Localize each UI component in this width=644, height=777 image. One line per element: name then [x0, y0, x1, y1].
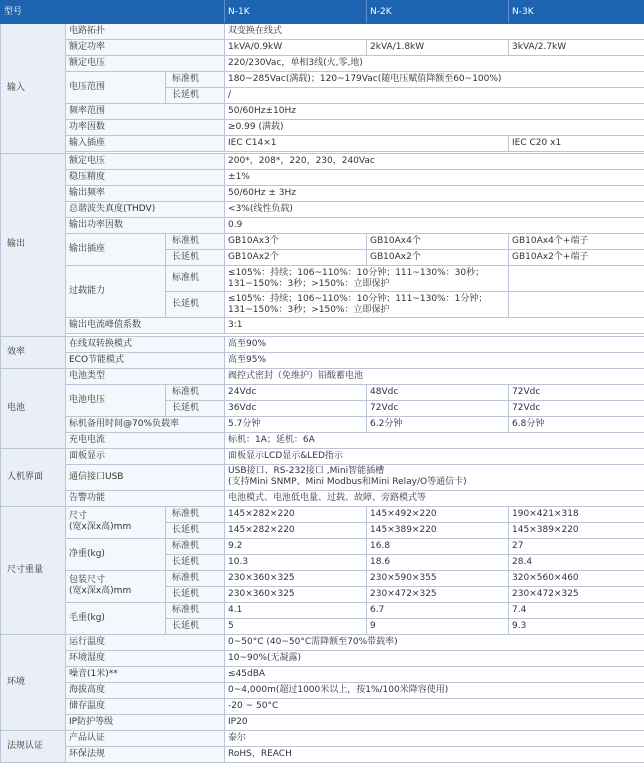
row-label: [66, 506, 166, 538]
cell-value: 36Vdc: [225, 400, 367, 416]
row-label: 输出插座: [66, 234, 166, 266]
row-label: 通信接口USB: [66, 464, 225, 490]
cell-value: 50/60Hz ± 3Hz: [225, 186, 644, 202]
table-header-row: [1, 1, 644, 24]
cell-value: 9: [367, 618, 509, 634]
table-row: [1, 352, 644, 368]
table-row: [1, 368, 644, 384]
dim-label-1: 尺寸: [69, 511, 88, 521]
cell-value: 72Vdc: [367, 400, 509, 416]
table-row: [1, 698, 644, 714]
sub-label-standard: 标准机: [166, 506, 225, 522]
table-row: [1, 570, 644, 586]
cell-value: ≤45dBA: [225, 666, 644, 682]
cell-value: 1kVA/0.9kW: [225, 40, 367, 56]
row-label: 毛重(kg): [66, 602, 166, 634]
cell-value: 5: [225, 618, 367, 634]
sub-label-standard: 标准机: [166, 538, 225, 554]
cell-value: IEC C14×1: [225, 136, 509, 152]
row-label: 环境湿度: [66, 650, 225, 666]
cell-value: 220/230Vac，单相3线(火,零,地): [225, 56, 644, 72]
table-row: [1, 120, 644, 136]
table-row: [1, 336, 644, 352]
row-label: 输出电流峰值系数: [66, 318, 225, 334]
category-size: 尺寸重量: [1, 506, 66, 634]
cell-value: 6.8分钟: [509, 416, 644, 432]
cell-value: 28.4: [509, 554, 644, 570]
cell-value: 0~4,000m(超过1000米以上，按1%/100米降容使用): [225, 682, 644, 698]
cell-value: GB10Ax4个: [367, 234, 509, 250]
row-label: 噪音(1米)**: [66, 666, 225, 682]
sub-label-long: 长延机: [166, 586, 225, 602]
row-label: 产品认证: [66, 730, 225, 746]
table-row: [1, 104, 644, 120]
cell-value: 145×492×220: [367, 506, 509, 522]
cell-value: 200*，208*，220，230，240Vac: [225, 154, 644, 170]
cell-value: 10.3: [225, 554, 367, 570]
table-row: [1, 384, 644, 400]
row-label: 在线双转换模式: [66, 336, 225, 352]
category-input: 输入: [1, 24, 66, 154]
category-output: 输出: [1, 154, 66, 337]
row-label: ECO节能模式: [66, 352, 225, 368]
table-row: [1, 490, 644, 506]
cell-value: 230×472×325: [509, 586, 644, 602]
cell-value: 2kVA/1.8kW: [367, 40, 509, 56]
sub-label-long: 长延机: [166, 554, 225, 570]
sub-label-long: 长延机: [166, 522, 225, 538]
row-label: 稳压精度: [66, 170, 225, 186]
row-label: 总谐波失真度(THDV): [66, 202, 225, 218]
table-row: [1, 464, 644, 490]
pkg-label-2: (宽x深x高)mm: [69, 586, 132, 596]
cell-value: 3kVA/2.7kW: [509, 40, 644, 56]
table-row: [1, 432, 644, 448]
cell-value: /: [225, 88, 644, 104]
cell-value: 230×360×325: [225, 586, 367, 602]
cell-value: 0~50°C (40~50°C需降额至70%带载率): [225, 634, 644, 650]
cell-value: GB10Ax2个: [367, 250, 509, 266]
cell-empty: [509, 292, 644, 318]
cell-value: 0.9: [225, 218, 644, 234]
row-label: 过载能力: [66, 266, 166, 318]
row-label: 充电电流: [66, 432, 225, 448]
sub-label-standard: 标准机: [166, 234, 225, 250]
dim-label-2: (宽x深x高)mm: [69, 522, 132, 532]
usb-line-1: USB接口、RS-232接口 ,Mini智能插槽: [228, 466, 385, 476]
sub-label-long: 长延机: [166, 88, 225, 104]
cell-value: 50/60Hz±10Hz: [225, 104, 644, 120]
cell-value: ≤105%：持续；106~110%：10分钟；111~130%：30秒；131~150%：3秒；>150%：立即保护: [225, 266, 509, 292]
cell-value: 230×590×355: [367, 570, 509, 586]
cell-value: 泰尔: [225, 730, 644, 746]
row-label: IP防护等级: [66, 714, 225, 730]
table-row: [1, 506, 644, 522]
row-label: 输出功率因数: [66, 218, 225, 234]
cell-value: 4.1: [225, 602, 367, 618]
row-label: 面板显示: [66, 448, 225, 464]
cell-value: ±1%: [225, 170, 644, 186]
cell-value: RoHS，REACH: [225, 746, 644, 762]
table-row: [1, 154, 644, 170]
table-row: [1, 24, 644, 40]
row-label: 电池电压: [66, 384, 166, 416]
table-row: [1, 666, 644, 682]
cell-value: -20 ~ 50°C: [225, 698, 644, 714]
cell-value: 48Vdc: [367, 384, 509, 400]
cell-value: 6.2分钟: [367, 416, 509, 432]
cell-value: 6.7: [367, 602, 509, 618]
table-row: [1, 318, 644, 334]
table-row: [1, 266, 644, 292]
cell-value: GB10Ax4个+端子: [509, 234, 644, 250]
cell-value: 5.7分钟: [225, 416, 367, 432]
cell-value: 16.8: [367, 538, 509, 554]
sub-label-standard: 标准机: [166, 384, 225, 400]
sub-label-long: 长延机: [166, 400, 225, 416]
sub-label-standard: 标准机: [166, 72, 225, 88]
row-label: 输出频率: [66, 186, 225, 202]
cell-value: ≥0.99 (满载): [225, 120, 644, 136]
table-row: [1, 650, 644, 666]
table-row: [1, 634, 644, 650]
row-label: 电压范围: [66, 72, 166, 104]
category-env: 环境: [1, 634, 66, 730]
category-efficiency: 效率: [1, 336, 66, 368]
row-label: 环保法规: [66, 746, 225, 762]
sub-label-long: 长延机: [166, 292, 225, 318]
header-n2k: N-2K: [367, 1, 509, 24]
cell-value: 180~285Vac(满载)；120~179Vac(随电压赋值降额至60~100%): [225, 72, 644, 88]
table-row: [1, 202, 644, 218]
cell-value: 18.6: [367, 554, 509, 570]
cell-value: 145×282×220: [225, 522, 367, 538]
sub-label-standard: 标准机: [166, 602, 225, 618]
row-label: 输入插座: [66, 136, 225, 152]
cell-value: GB10Ax2个: [225, 250, 367, 266]
cell-value: 145×389×220: [509, 522, 644, 538]
row-label: 净重(kg): [66, 538, 166, 570]
cell-value: 190×421×318: [509, 506, 644, 522]
cell-value: 24Vdc: [225, 384, 367, 400]
cell-value: 电池模式、电池低电量、过载、故障、旁路模式等: [225, 490, 644, 506]
table-row: [1, 602, 644, 618]
pkg-label-1: 包装尺寸: [69, 575, 106, 585]
cell-value: 9.2: [225, 538, 367, 554]
usb-line-2: (支持Mini SNMP、Mini Modbus和Mini Relay/O等通信卡): [228, 477, 467, 487]
cell-value: 72Vdc: [509, 400, 644, 416]
table-row: [1, 170, 644, 186]
row-label: 电路拓扑: [66, 24, 225, 40]
sub-label-long: 长延机: [166, 618, 225, 634]
cell-value: 双变换在线式: [225, 24, 644, 40]
sub-label-long: 长延机: [166, 250, 225, 266]
row-label: 海拔高度: [66, 682, 225, 698]
row-label: 额定电压: [66, 154, 225, 170]
table-row: [1, 218, 644, 234]
cell-value: 阀控式密封（免维护）铅酸蓄电池: [225, 368, 644, 384]
header-n1k: N-1K: [225, 1, 367, 24]
cell-value: 7.4: [509, 602, 644, 618]
cell-value: 27: [509, 538, 644, 554]
table-row: [1, 234, 644, 250]
table-row: [1, 416, 644, 432]
cell-value: 高至90%: [225, 336, 644, 352]
cell-value: ≤105%：持续；106~110%：10分钟；111~130%：1分钟；131~150%：3秒；>150%：立即保护: [225, 292, 509, 318]
sub-label-standard: 标准机: [166, 570, 225, 586]
category-battery: 电池: [1, 368, 66, 448]
cell-value: GB10Ax3个: [225, 234, 367, 250]
cell-value: <3%(线性负载): [225, 202, 644, 218]
row-label: 运行温度: [66, 634, 225, 650]
cell-value: GB10Ax2个+端子: [509, 250, 644, 266]
sub-label-standard: 标准机: [166, 266, 225, 292]
table-row: [1, 730, 644, 746]
cell-value: 145×389×220: [367, 522, 509, 538]
table-row: [1, 72, 644, 88]
cell-value: 9.3: [509, 618, 644, 634]
table-row: [1, 746, 644, 762]
row-label: 额定功率: [66, 40, 225, 56]
cell-value: 320×560×460: [509, 570, 644, 586]
cell-value: 145×282×220: [225, 506, 367, 522]
cell-empty: [509, 266, 644, 292]
table-row: [1, 682, 644, 698]
header-n3k: N-3K: [509, 1, 644, 24]
row-label: 频率范围: [66, 104, 225, 120]
cell-value: 标机：1A；延机：6A: [225, 432, 644, 448]
category-hmi: 人机界面: [1, 448, 66, 506]
table-row: [1, 714, 644, 730]
table-row: [1, 136, 644, 152]
cell-value: IP20: [225, 714, 644, 730]
cell-value: [225, 464, 644, 490]
row-label: 标机备用时间@70%负载率: [66, 416, 225, 432]
cell-value: IEC C20 x1: [509, 136, 644, 152]
table-row: [1, 448, 644, 464]
row-label: 电池类型: [66, 368, 225, 384]
cell-value: 面板显示LCD显示&LED指示: [225, 448, 644, 464]
table-row: [1, 186, 644, 202]
table-row: [1, 40, 644, 56]
header-model: 型号: [1, 1, 225, 24]
cell-value: 230×472×325: [367, 586, 509, 602]
category-cert: 法规认证: [1, 730, 66, 762]
cell-value: 高至95%: [225, 352, 644, 368]
row-label: 额定电压: [66, 56, 225, 72]
row-label: 功率因数: [66, 120, 225, 136]
row-label: 告警功能: [66, 490, 225, 506]
table-row: [1, 56, 644, 72]
row-label: [66, 570, 166, 602]
row-label: 储存温度: [66, 698, 225, 714]
table-row: [1, 538, 644, 554]
cell-value: 10~90%(无凝露): [225, 650, 644, 666]
cell-value: 72Vdc: [509, 384, 644, 400]
cell-value: 3:1: [225, 318, 644, 334]
cell-value: 230×360×325: [225, 570, 367, 586]
